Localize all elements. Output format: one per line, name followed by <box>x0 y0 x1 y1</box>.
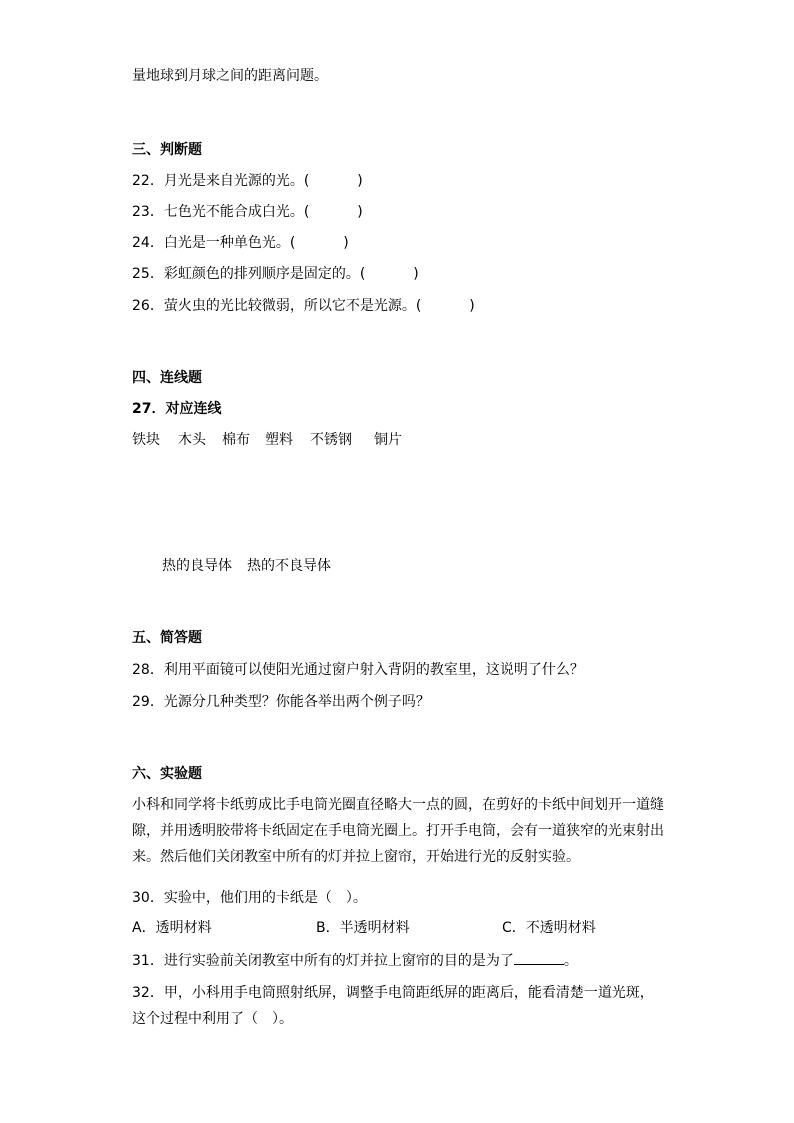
experiment-paragraph: 小科和同学将卡纸剪成比手电筒光圈直径略大一点的圆，在剪好的卡纸中间划开一道缝隙，并用透明胶带将卡纸固定在手电筒光圈上。打开手电筒，会有一道狭窄的光束射出来。然后他们关闭教室中所有的灯并拉上窗帘，开始进行光的反射实验。 <box>132 797 664 865</box>
option-a: A．透明材料 <box>132 920 212 936</box>
section-heading-judgement: 三、判断题 <box>132 142 202 158</box>
question-30: 30．实验中，他们用的卡纸是（ ）。 <box>132 890 367 906</box>
question-text: 26．萤火虫的光比较微弱，所以它不是光源。( <box>132 298 422 314</box>
question-paren-close: ) <box>469 298 475 314</box>
question-27: 27．对应连线 <box>132 401 222 417</box>
question-text: 22．月光是来自光源的光。( <box>132 173 310 189</box>
question-text: 23．七色光不能合成白光。( <box>132 204 310 220</box>
conductor-item: 热的良导体 <box>162 558 232 574</box>
question-paren-close: ) <box>413 266 419 282</box>
question-28: 28．利用平面镜可以使阳光通过窗户射入背阴的教室里，这说明了什么？ <box>132 662 584 678</box>
question-26 <box>132 296 475 316</box>
question-paren-close: ) <box>343 235 349 251</box>
answer-blank[interactable] <box>514 950 564 965</box>
question-24 <box>132 233 349 253</box>
question-31 <box>132 950 578 971</box>
material-item: 铜片 <box>374 432 402 448</box>
section-heading-experiment: 六、实验题 <box>132 766 202 782</box>
question-text: 25．彩虹颜色的排列顺序是固定的。( <box>132 266 366 282</box>
section-heading-matching: 四、连线题 <box>132 370 202 386</box>
question-text: 24．白光是一种单色光。( <box>132 235 296 251</box>
material-item: 塑料 <box>265 432 293 448</box>
material-item: 铁块 <box>132 432 160 448</box>
question-25 <box>132 264 419 284</box>
option-c: C．不透明材料 <box>502 920 596 936</box>
question-text: 31．进行实验前关闭教室中所有的灯并拉上窗帘的目的是为了 <box>132 953 514 969</box>
question-paren-close: ) <box>357 204 363 220</box>
material-item: 不锈钢 <box>310 432 352 448</box>
intro-tail: 量地球到月球之间的距离问题。 <box>132 68 328 84</box>
section-heading-short-answer: 五、简答题 <box>132 630 202 646</box>
question-29: 29．光源分几种类型？你能各举出两个例子吗？ <box>132 694 430 710</box>
question-paren-close: ) <box>357 173 363 189</box>
question-32: 32．甲，小科用手电筒照射纸屏，调整手电筒距纸屏的距离后，能看清楚一道光斑，这个过程中利用了（ ）。 <box>132 985 654 1027</box>
question-text-end: 。 <box>563 953 578 969</box>
question-22 <box>132 171 363 191</box>
material-item: 木头 <box>178 432 206 448</box>
material-item: 棉布 <box>222 432 250 448</box>
option-b: B．半透明材料 <box>316 920 410 936</box>
conductor-item: 热的不良导体 <box>247 558 331 574</box>
question-23 <box>132 202 363 222</box>
